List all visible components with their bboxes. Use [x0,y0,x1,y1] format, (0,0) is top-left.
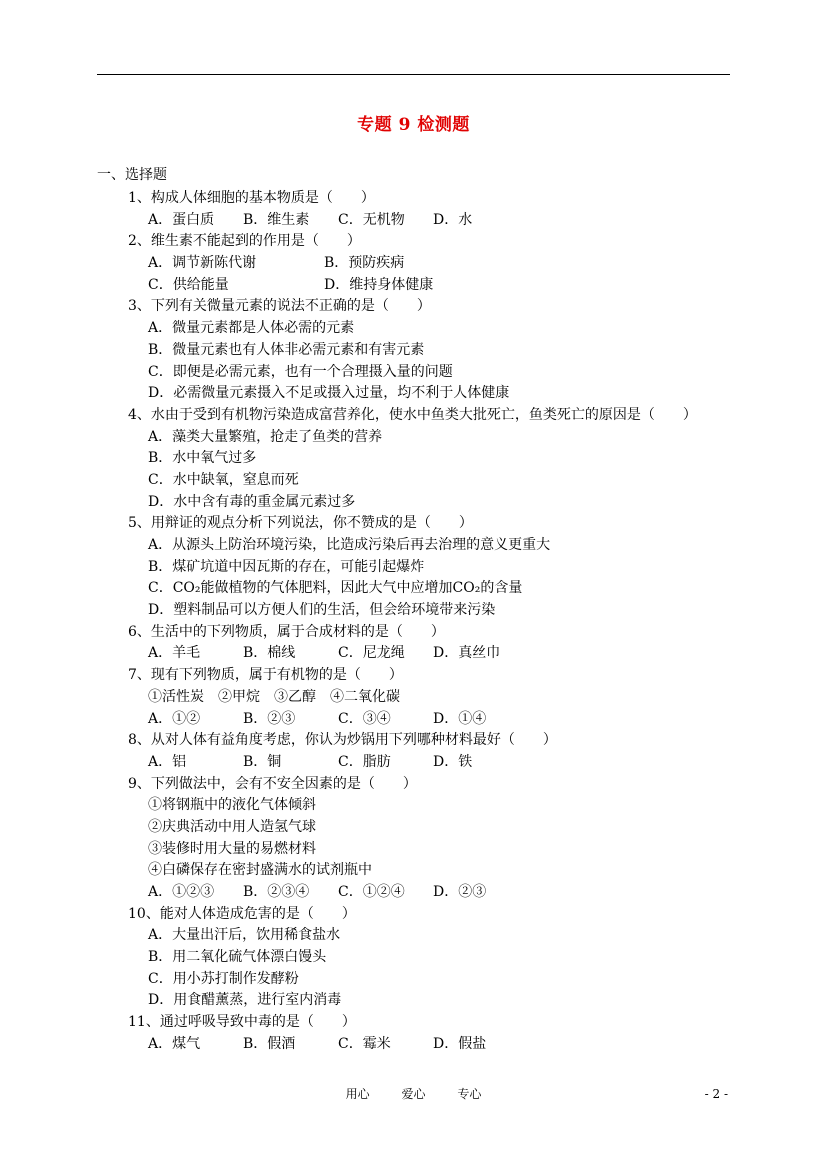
option-choice: B．棉线 [243,645,296,662]
option-row [128,253,728,275]
option-line: D．必需微量元素摄入不足或摄入过量，均不利于人体健康 [148,385,510,402]
option-choice: D．铁 [433,753,473,770]
option-row [128,275,728,297]
option-choice: C．供给能量 [148,276,229,293]
option-choice: A．①② [148,710,201,727]
option-row [128,709,728,731]
option-choice: B．假酒 [243,1035,296,1052]
option-choice: A．煤气 [148,1035,201,1052]
option-line: C．用小苏打制作发酵粉 [148,970,299,987]
option-choice: C．脂肪 [338,753,391,770]
question-stem: 4、水由于受到有机物污染造成富营养化，使水中鱼类大批死亡，鱼类死亡的原因是（ ） [128,406,697,423]
option-choice: B．铜 [243,753,282,770]
question-stem: 6、生活中的下列物质，属于合成材料的是（ ） [128,623,445,640]
option-choice: B．维生素 [243,211,310,228]
option-choice: D．②③ [433,884,487,900]
option-choice: A．①②③ [148,884,215,900]
question-stem: 5、用辩证的观点分析下列说法，你不赞成的是（ ） [128,515,473,532]
option-choice: D．水 [433,211,473,228]
option-line: B．微量元素也有人体非必需元素和有害元素 [148,341,425,358]
option-line: D．塑料制品可以方便人们的生活，但会给环境带来污染 [148,602,496,619]
option-line: D．用食醋薰蒸，进行室内消毒 [148,992,342,1009]
option-choice: C．无机物 [338,211,405,228]
footer-word: 爱心 [401,1087,426,1101]
question-item: ①将钢瓶中的液化气体倾斜 [148,797,316,814]
option-choice: D．①④ [433,710,487,727]
option-line: D．水中含有毒的重金属元素过多 [148,493,356,510]
question-stem: 8、从对人体有益角度考虑，你认为炒锅用下列哪种材料最好（ ） [128,732,557,749]
option-choice: C．尼龙绳 [338,645,405,662]
question-stem: 1、构成人体细胞的基本物质是（ ） [128,190,375,206]
question-stem: 3、下列有关微量元素的说法不正确的是（ ） [128,298,431,315]
option-line: A．大量出汗后，饮用稀食盐水 [148,927,341,944]
option-choice: B．②③④ [243,884,310,900]
option-choice: C．③④ [338,710,391,727]
page-number: - 2 - [704,1087,728,1101]
question-stem: 2、维生素不能起到的作用是（ ） [128,233,361,250]
footer-word: 用心 [345,1087,370,1101]
option-line: A．从源头上防治环境污染，比造成污染后再去治理的意义更重大 [148,537,551,553]
section-heading: 一、选择题 [97,167,167,183]
option-line: C．即便是必需元素，也有一个合理摄入量的问题 [148,363,453,380]
option-line: C．水中缺氧，窒息而死 [148,471,299,488]
option-row [128,1034,728,1056]
option-choice: D．真丝巾 [433,645,501,662]
option-choice: A．铝 [148,753,187,770]
footer-word: 专心 [457,1087,482,1101]
question-item: ④白磷保存在密封盛满水的试剂瓶中 [148,862,372,879]
question-item: ②庆典活动中用人造氢气球 [148,818,316,835]
option-choice: D．假盐 [433,1035,487,1052]
question-stem: 10、能对人体造成危害的是（ ） [128,905,356,922]
option-line: C．CO₂能做植物的气体肥料，因此大气中应增加CO₂的含量 [148,580,523,597]
option-choice: B．预防疾病 [324,255,405,272]
question-item: ①活性炭 ②甲烷 ③乙醇 ④二氧化碳 [148,688,400,705]
option-line: A．藻类大量繁殖，抢走了鱼类的营养 [148,428,383,445]
option-row [128,752,728,774]
option-line: B．用二氧化硫气体漂白馒头 [148,949,327,966]
footer-slogan [0,1085,827,1102]
option-choice: D．维持身体健康 [324,276,434,293]
option-row [128,882,728,904]
option-row [128,210,728,232]
option-choice: B．②③ [243,710,296,727]
option-choice: A．羊毛 [148,645,201,662]
header-rule [97,74,730,75]
option-line: B．水中氧气过多 [148,450,257,467]
option-choice: C．①②④ [338,884,405,900]
option-row [128,643,728,665]
page-title: 专题 9 检测题 [357,115,470,135]
option-choice: A．蛋白质 [148,211,215,228]
question-stem: 9、下列做法中，会有不安全因素的是（ ） [128,775,417,792]
question-stem: 11、通过呼吸导致中毒的是（ ） [128,1014,356,1031]
question-item: ③装修时用大量的易燃材料 [148,840,316,857]
question-list [128,188,728,1056]
option-choice: A．调节新陈代谢 [148,255,257,272]
question-stem: 7、现有下列物质，属于有机物的是（ ） [128,667,403,684]
option-line: B．煤矿坑道中因瓦斯的存在，可能引起爆炸 [148,558,425,575]
option-choice: C．霉米 [338,1035,391,1052]
option-line: A．微量元素都是人体必需的元素 [148,320,355,337]
